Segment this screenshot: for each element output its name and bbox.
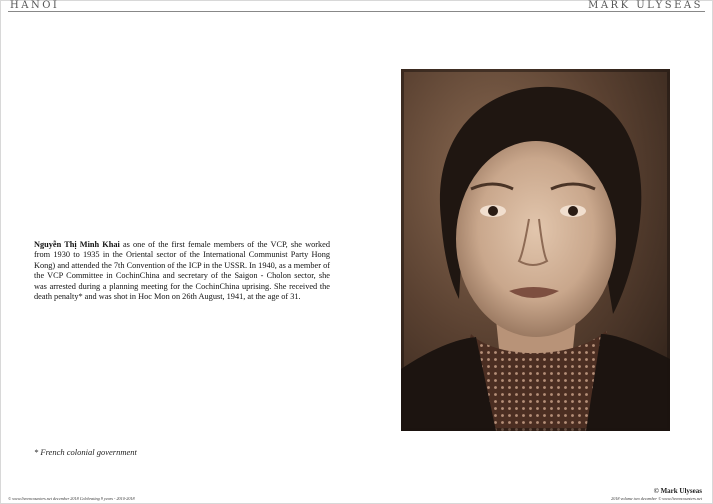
- portrait-photo: [401, 69, 670, 431]
- footnote: * French colonial government: [34, 447, 137, 457]
- article-body-text: as one of the first female members of the VCP, she worked from 1930 to 1935 in the Oriental sector of the International Communist Party Hong Kong) and attended the 7th Convention of the ICP in the USSR. In 1940, as a member of the VCP Committee in CochinChina and secretary of the Saigon - Cholon sector, she was arrested during a planning meeting for the CochinChina uprising. She received the death penalty* and was shot in Hoc Mon on 26th August, 1941, at the age of 31.: [34, 240, 330, 302]
- header-divider: [8, 11, 705, 12]
- portrait-photo-icon: [401, 69, 670, 431]
- footer-right-text: 2018 volume two december © www.liveencounters.net: [611, 496, 702, 501]
- footer-left-text: © www.liveencounters.net december 2018 Celebrating 9 years - 2010-2018: [8, 496, 135, 501]
- article-paragraph: [34, 240, 330, 302]
- footer-brand: © Mark Ulyseas: [653, 487, 702, 495]
- header-right-title: MARK ULYSEAS: [588, 0, 703, 11]
- subject-name: Nguyễn Thị Minh Khai: [34, 240, 120, 249]
- header-left-title: HANOI: [10, 0, 60, 11]
